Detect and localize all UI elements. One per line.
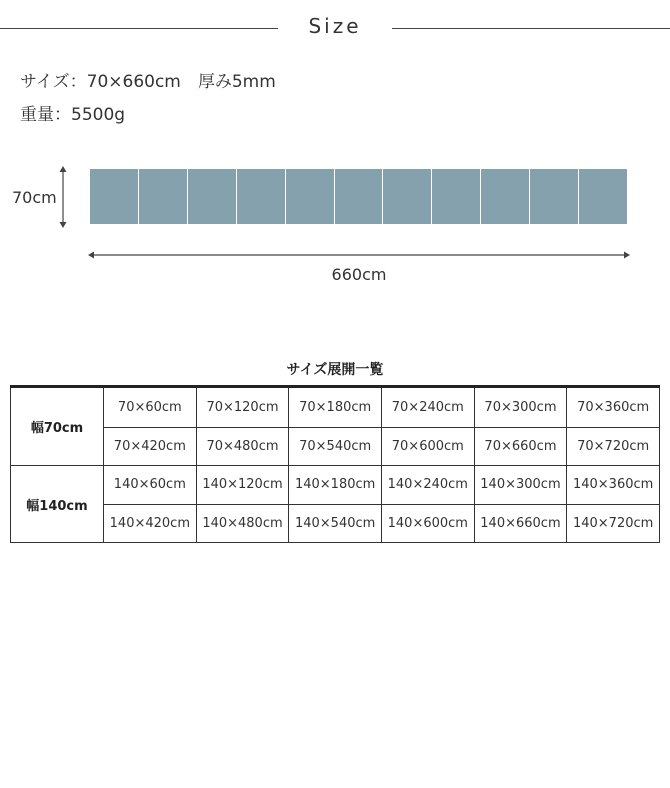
size-cell: 140×480cm bbox=[196, 504, 289, 542]
width-arrow bbox=[88, 248, 630, 262]
size-cell: 140×720cm bbox=[567, 504, 660, 542]
size-cell: 140×660cm bbox=[474, 504, 567, 542]
size-cell: 70×540cm bbox=[289, 427, 382, 465]
width-label: 660cm bbox=[331, 265, 387, 284]
size-cell: 70×600cm bbox=[381, 427, 474, 465]
size-cell: 140×180cm bbox=[289, 466, 382, 504]
rug-panel bbox=[90, 169, 139, 224]
rug-panel bbox=[432, 169, 481, 224]
size-cell: 70×420cm bbox=[104, 427, 197, 465]
height-label: 70cm bbox=[12, 188, 57, 207]
size-cell: 140×240cm bbox=[381, 466, 474, 504]
section-title: Size bbox=[308, 14, 362, 38]
size-cell: 70×60cm bbox=[104, 387, 197, 428]
rug-panel bbox=[286, 169, 335, 224]
size-cell: 70×120cm bbox=[196, 387, 289, 428]
width-group-label: 幅140cm bbox=[11, 466, 104, 543]
table-row bbox=[11, 427, 660, 465]
rug-panel bbox=[579, 169, 627, 224]
rug-panel bbox=[237, 169, 286, 224]
heading-rule-right bbox=[392, 28, 670, 29]
rug-panel bbox=[139, 169, 188, 224]
table-row bbox=[11, 466, 660, 504]
size-cell: 140×420cm bbox=[104, 504, 197, 542]
size-cell: 140×540cm bbox=[289, 504, 382, 542]
size-cell: 140×60cm bbox=[104, 466, 197, 504]
height-arrow bbox=[56, 166, 70, 228]
size-cell: 70×660cm bbox=[474, 427, 567, 465]
rug-panel bbox=[188, 169, 237, 224]
size-cell: 140×360cm bbox=[567, 466, 660, 504]
size-cell: 70×240cm bbox=[381, 387, 474, 428]
size-cell: 140×300cm bbox=[474, 466, 567, 504]
size-cell: 70×180cm bbox=[289, 387, 382, 428]
size-table-title: サイズ展開一覧 bbox=[286, 362, 384, 378]
rug-diagram bbox=[90, 169, 627, 224]
size-cell: 140×120cm bbox=[196, 466, 289, 504]
rug-panel bbox=[481, 169, 530, 224]
rug-panel bbox=[383, 169, 432, 224]
size-cell: 140×600cm bbox=[381, 504, 474, 542]
weight-spec: 重量：5500g bbox=[20, 105, 126, 125]
size-cell: 70×480cm bbox=[196, 427, 289, 465]
size-table bbox=[10, 385, 660, 543]
size-cell: 70×300cm bbox=[474, 387, 567, 428]
size-cell: 70×360cm bbox=[567, 387, 660, 428]
rug-panel bbox=[335, 169, 384, 224]
size-spec: サイズ：70×660cm 厚み5mm bbox=[20, 72, 276, 92]
size-cell: 70×720cm bbox=[567, 427, 660, 465]
table-row bbox=[11, 504, 660, 542]
rug-panel bbox=[530, 169, 579, 224]
table-row bbox=[11, 387, 660, 428]
width-group-label: 幅70cm bbox=[11, 387, 104, 466]
